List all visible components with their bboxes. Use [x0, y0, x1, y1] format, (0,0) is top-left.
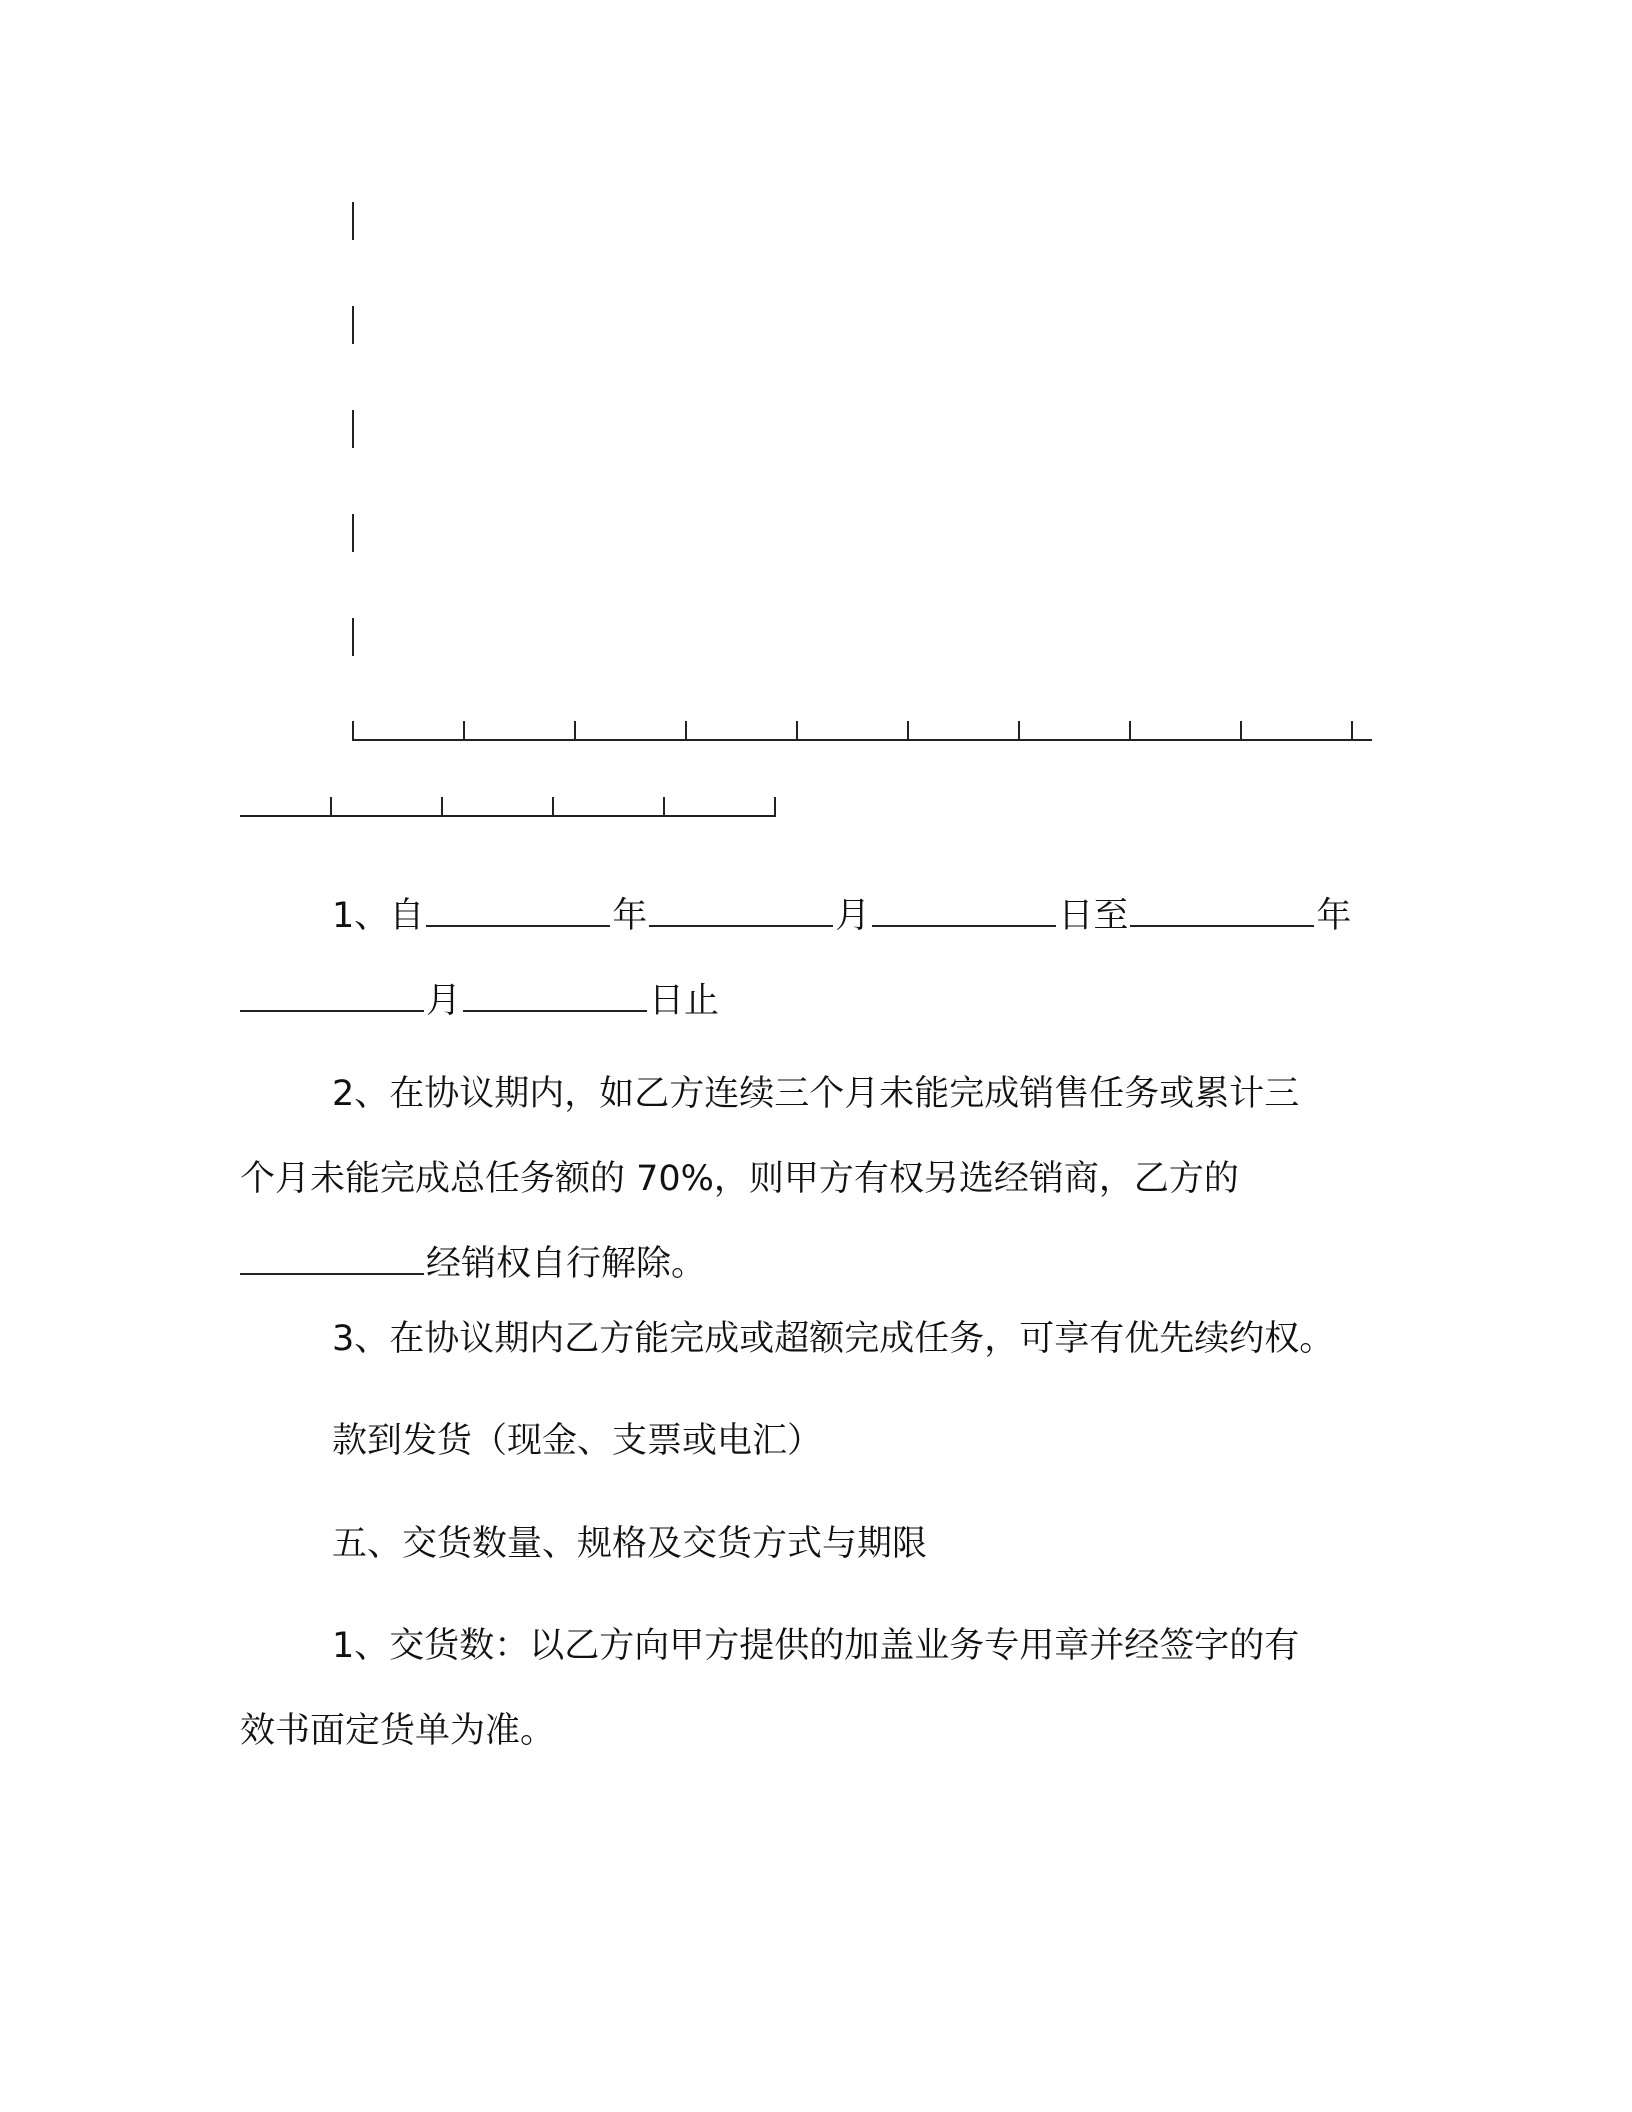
section-5-heading: 五、交货数量、规格及交货方式与期限 — [332, 1524, 928, 1564]
table-column-tick — [441, 797, 443, 815]
start-month-blank[interactable] — [649, 925, 833, 927]
table-column-tick — [463, 721, 465, 739]
table-left-border-mark — [352, 618, 354, 656]
clause-5-1-quantity — [240, 1604, 1400, 1774]
clause-2-line-2: 个月未能完成总任务额的 70%，则甲方有权另选经销商，乙方的 — [240, 1159, 1239, 1199]
table-column-tick — [552, 797, 554, 815]
table-left-border-mark — [352, 514, 354, 552]
table-bottom-rule — [352, 739, 1372, 741]
table-column-tick — [907, 721, 909, 739]
start-year-blank[interactable] — [426, 925, 610, 927]
table-column-tick — [685, 721, 687, 739]
clause-5-1-line-2: 效书面定货单为准。 — [240, 1711, 556, 1751]
clause-5-1-line-1: 1、交货数：以乙方向甲方提供的加盖业务专用章并经签字的有 — [332, 1626, 1300, 1666]
end-year-blank[interactable] — [1130, 925, 1314, 927]
table-column-tick — [574, 721, 576, 739]
clause-2-line-3-tail: 经销权自行解除。 — [426, 1244, 707, 1284]
clause-2-termination — [240, 1052, 1400, 1307]
table-column-tick — [796, 721, 798, 739]
clause-1-lead: 1、自 — [332, 896, 425, 936]
table-left-border-mark — [352, 410, 354, 448]
table-column-tick — [1129, 721, 1131, 739]
table-column-tick — [1018, 721, 1020, 739]
table-column-tick — [1351, 721, 1353, 739]
clause-1-year: 年 — [612, 896, 648, 936]
table-column-tick — [663, 797, 665, 815]
table-column-tick — [352, 721, 354, 739]
table-column-tick — [330, 797, 332, 815]
table-left-border-mark — [352, 306, 354, 344]
payment-terms: 款到发货（现金、支票或电汇） — [332, 1421, 823, 1461]
clause-1-day-to: 日至 — [1058, 896, 1129, 936]
table-bottom-rule — [240, 815, 776, 817]
clause-1-day-end: 日止 — [649, 981, 720, 1021]
clause-1-month: 月 — [835, 896, 871, 936]
end-day-blank[interactable] — [463, 1010, 647, 1012]
clause-1-month2: 月 — [426, 981, 462, 1021]
region-blank[interactable] — [240, 1273, 424, 1275]
start-day-blank[interactable] — [872, 925, 1056, 927]
clause-1-term — [240, 874, 1400, 1044]
end-month-blank[interactable] — [240, 1010, 424, 1012]
table-column-tick — [1240, 721, 1242, 739]
table-column-tick — [774, 797, 776, 815]
clause-1-year2: 年 — [1316, 896, 1352, 936]
clause-3-renewal: 3、在协议期内乙方能完成或超额完成任务，可享有优先续约权。 — [332, 1319, 1335, 1359]
table-left-border-mark — [352, 202, 354, 240]
clause-2-line-1: 2、在协议期内，如乙方连续三个月未能完成销售任务或累计三 — [332, 1074, 1300, 1114]
